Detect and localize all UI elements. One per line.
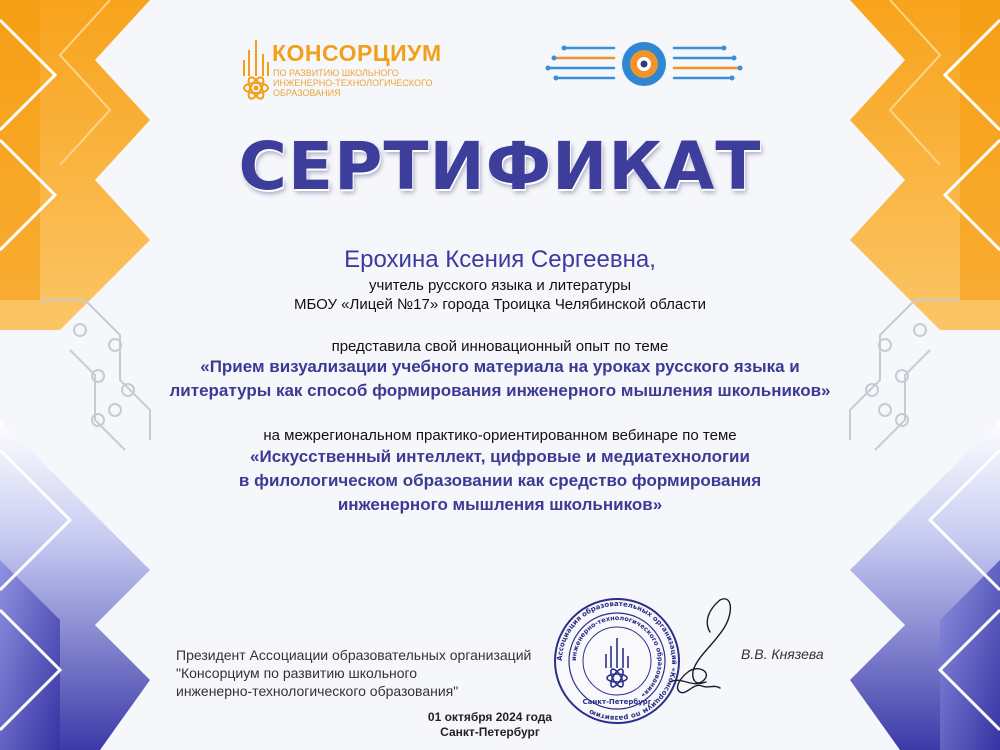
consortium-logo-title: КОНСОРЦИУМ [272, 40, 442, 66]
circuit-eye-logo-icon [544, 40, 744, 90]
experience-topic-line: литературы как способ формирования инженерного мышления школьников» [169, 381, 831, 400]
signer-name: В.В. Князева [741, 646, 824, 662]
signer-title-line: инженерно-технологического образования" [176, 683, 459, 699]
certificate-title: СЕРТИФИКАТ [238, 128, 762, 205]
experience-topic [0, 355, 1000, 403]
webinar-topic-line: в филологическом образовании как средство формирования [238, 471, 762, 490]
consortium-emblem-icon [240, 36, 272, 102]
stamp-inner-text: инженерно-технологического образования» [569, 613, 665, 700]
webinar-topic-line: инженерного мышления школьников» [337, 495, 663, 514]
signer-title-line: "Консорциум по развитию школьного [176, 665, 418, 681]
signer-title-line: Президент Ассоциации образовательных организаций [176, 647, 532, 663]
experience-intro: представила свой инновационный опыт по теме [331, 338, 669, 355]
logo-subtitle-line: ОБРАЗОВАНИЯ [273, 88, 341, 98]
webinar-intro: на межрегиональном практико-ориентированном вебинаре по теме [263, 427, 737, 444]
recipient-name: Ерохина Ксения Сергеевна, [344, 246, 656, 273]
webinar-topic [0, 445, 1000, 517]
experience-topic-line: «Прием визуализации учебного материала на уроках русского языка и [200, 357, 800, 376]
logo-subtitle-line: ПО РАЗВИТИЮ ШКОЛЬНОГО [273, 68, 399, 78]
signer-title [176, 646, 576, 700]
handwritten-signature [650, 592, 740, 702]
recipient-organization: МБОУ «Лицей №17» города Троицка Челябинской области [293, 296, 707, 313]
date-block [410, 710, 570, 740]
logo-subtitle-line: ИНЖЕНЕРНО-ТЕХНОЛОГИЧЕСКОГО [273, 78, 433, 88]
recipient-position: учитель русского языка и литературы [369, 277, 631, 294]
certificate-date: 01 октября 2024 года [427, 710, 553, 724]
webinar-topic-line: «Искусственный интеллект, цифровые и медиатехнологии [250, 447, 750, 466]
consortium-logo-subtitle [273, 68, 473, 98]
stamp-outer-text: Ассоциация образовательных организаций «Консорциум по развитию [555, 599, 679, 723]
consortium-logo [240, 36, 470, 102]
certificate-city: Санкт-Петербург [440, 725, 540, 739]
stamp-city-text: Санкт-Петербург [582, 698, 652, 706]
